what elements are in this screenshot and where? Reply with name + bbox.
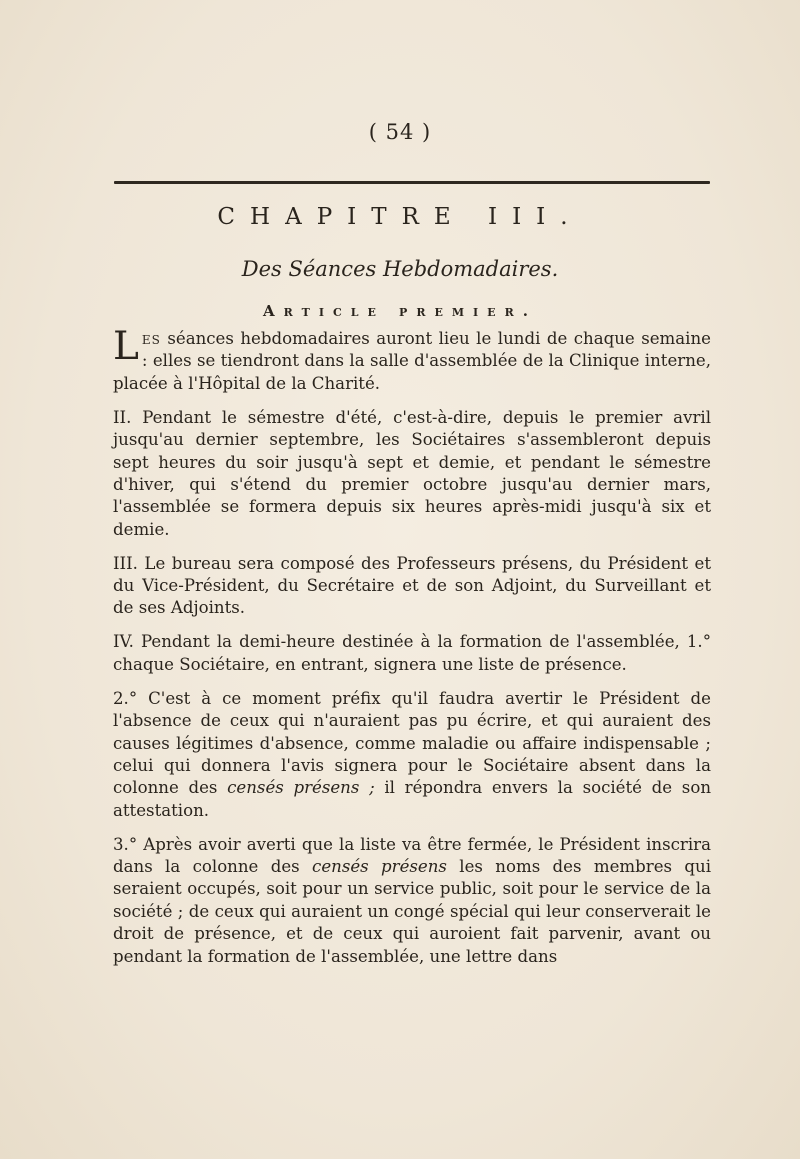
paragraph-5-italic: censés présens ; — [227, 778, 375, 798]
paragraph-3: III. Le bureau sera composé des Professeurs présens, du Président et du Vice-Président, du Secrétaire et de son Adjoint, du Surveillant et de ses Adjoints. — [113, 553, 711, 618]
header-rule — [114, 181, 710, 184]
paragraph-6-text-b: les noms des membres qui seraient occupés, soit pour un service public, soit pour le service de la société ; de ceux qui auraient un congé spécial qui leur conserverait le droit de présence, et de ceux qui auroient fait parvenir, avant ou pendant la formation de l'assemblée, une lettre dans — [113, 857, 711, 966]
paragraph-2: II. Pendant le sémestre d'été, c'est-à-dire, depuis le premier avril jusqu'au dernier septembre, les Sociétaires s'assembleront depuis sept heures du soir jusqu'à sept et demie, et pendant le sémestre d'hiver, qui s'étend du premier octobre jusqu'au dernier mars, l'assemblée se formera depuis six heures après-midi jusqu'à six et demie. — [113, 407, 711, 539]
body-text — [113, 324, 712, 980]
page-number: ( 54 ) — [368, 120, 432, 144]
paragraph-6-text-a: 3.° Après avoir averti que la liste va être fermée, le Président inscrira dans la colonne des — [113, 834, 711, 877]
small-caps-word: es — [141, 329, 161, 348]
paragraph-5-text-b: il répondra envers la société de son attestation. — [113, 778, 712, 820]
paragraph-5 — [113, 688, 711, 822]
chapter-title: CHAPITRE III. — [217, 204, 583, 230]
paragraph-4: IV. Pendant la demi-heure destinée à la formation de l'assemblée, 1.° chaque Sociétaire, en entrant, signera une liste de présence. — [113, 632, 711, 674]
chapter-subtitle: Des Séances Hebdomadaires. — [241, 257, 559, 281]
paragraph-5-text-a: 2.° C'est à ce moment préfix qu'il faudra avertir le Président de l'absence de ceux qui n'auraient pas pu écrire, et qui auraient des causes légitimes d'absence, comme maladie ou affaire indispensable ; celui qui donnera l'avis signera pour le Sociétaire absent dans la colonne des — [113, 688, 711, 798]
paragraph-6-italic: censés présens — [312, 857, 447, 877]
drop-cap: L — [113, 324, 139, 369]
paragraph-1-text: séances hebdomadaires auront lieu le lundi de chaque semaine : elles se tiendront dans la salle d'assemblée de la Clinique interne, placée à l'Hôpital de la Charité. — [113, 329, 711, 393]
paragraph-1 — [113, 324, 711, 395]
article-heading: Article premier. — [263, 302, 537, 320]
paragraph-6 — [113, 834, 711, 968]
